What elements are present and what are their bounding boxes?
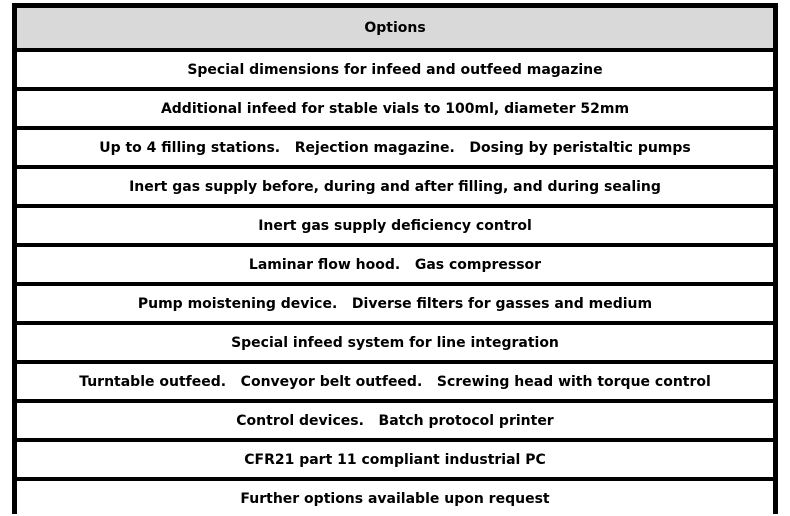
option-row: Additional infeed for stable vials to 100ml, diameter 52mm (17, 91, 773, 126)
option-row: Further options available upon request (17, 481, 773, 516)
option-row: Laminar flow hood. Gas compressor (17, 247, 773, 282)
option-row: Inert gas supply before, during and after filling, and during sealing (17, 169, 773, 204)
option-row: Special dimensions for infeed and outfeed magazine (17, 52, 773, 87)
option-row: Up to 4 filling stations. Rejection magazine. Dosing by peristaltic pumps (17, 130, 773, 165)
option-row: CFR21 part 11 compliant industrial PC (17, 442, 773, 477)
option-row: Turntable outfeed. Conveyor belt outfeed. Screwing head with torque control (17, 364, 773, 399)
option-row: Inert gas supply deficiency control (17, 208, 773, 243)
options-table (12, 3, 778, 514)
option-row: Pump moistening device. Diverse filters for gasses and medium (17, 286, 773, 321)
options-header: Options (17, 8, 773, 48)
option-row: Control devices. Batch protocol printer (17, 403, 773, 438)
option-row: Special infeed system for line integration (17, 325, 773, 360)
